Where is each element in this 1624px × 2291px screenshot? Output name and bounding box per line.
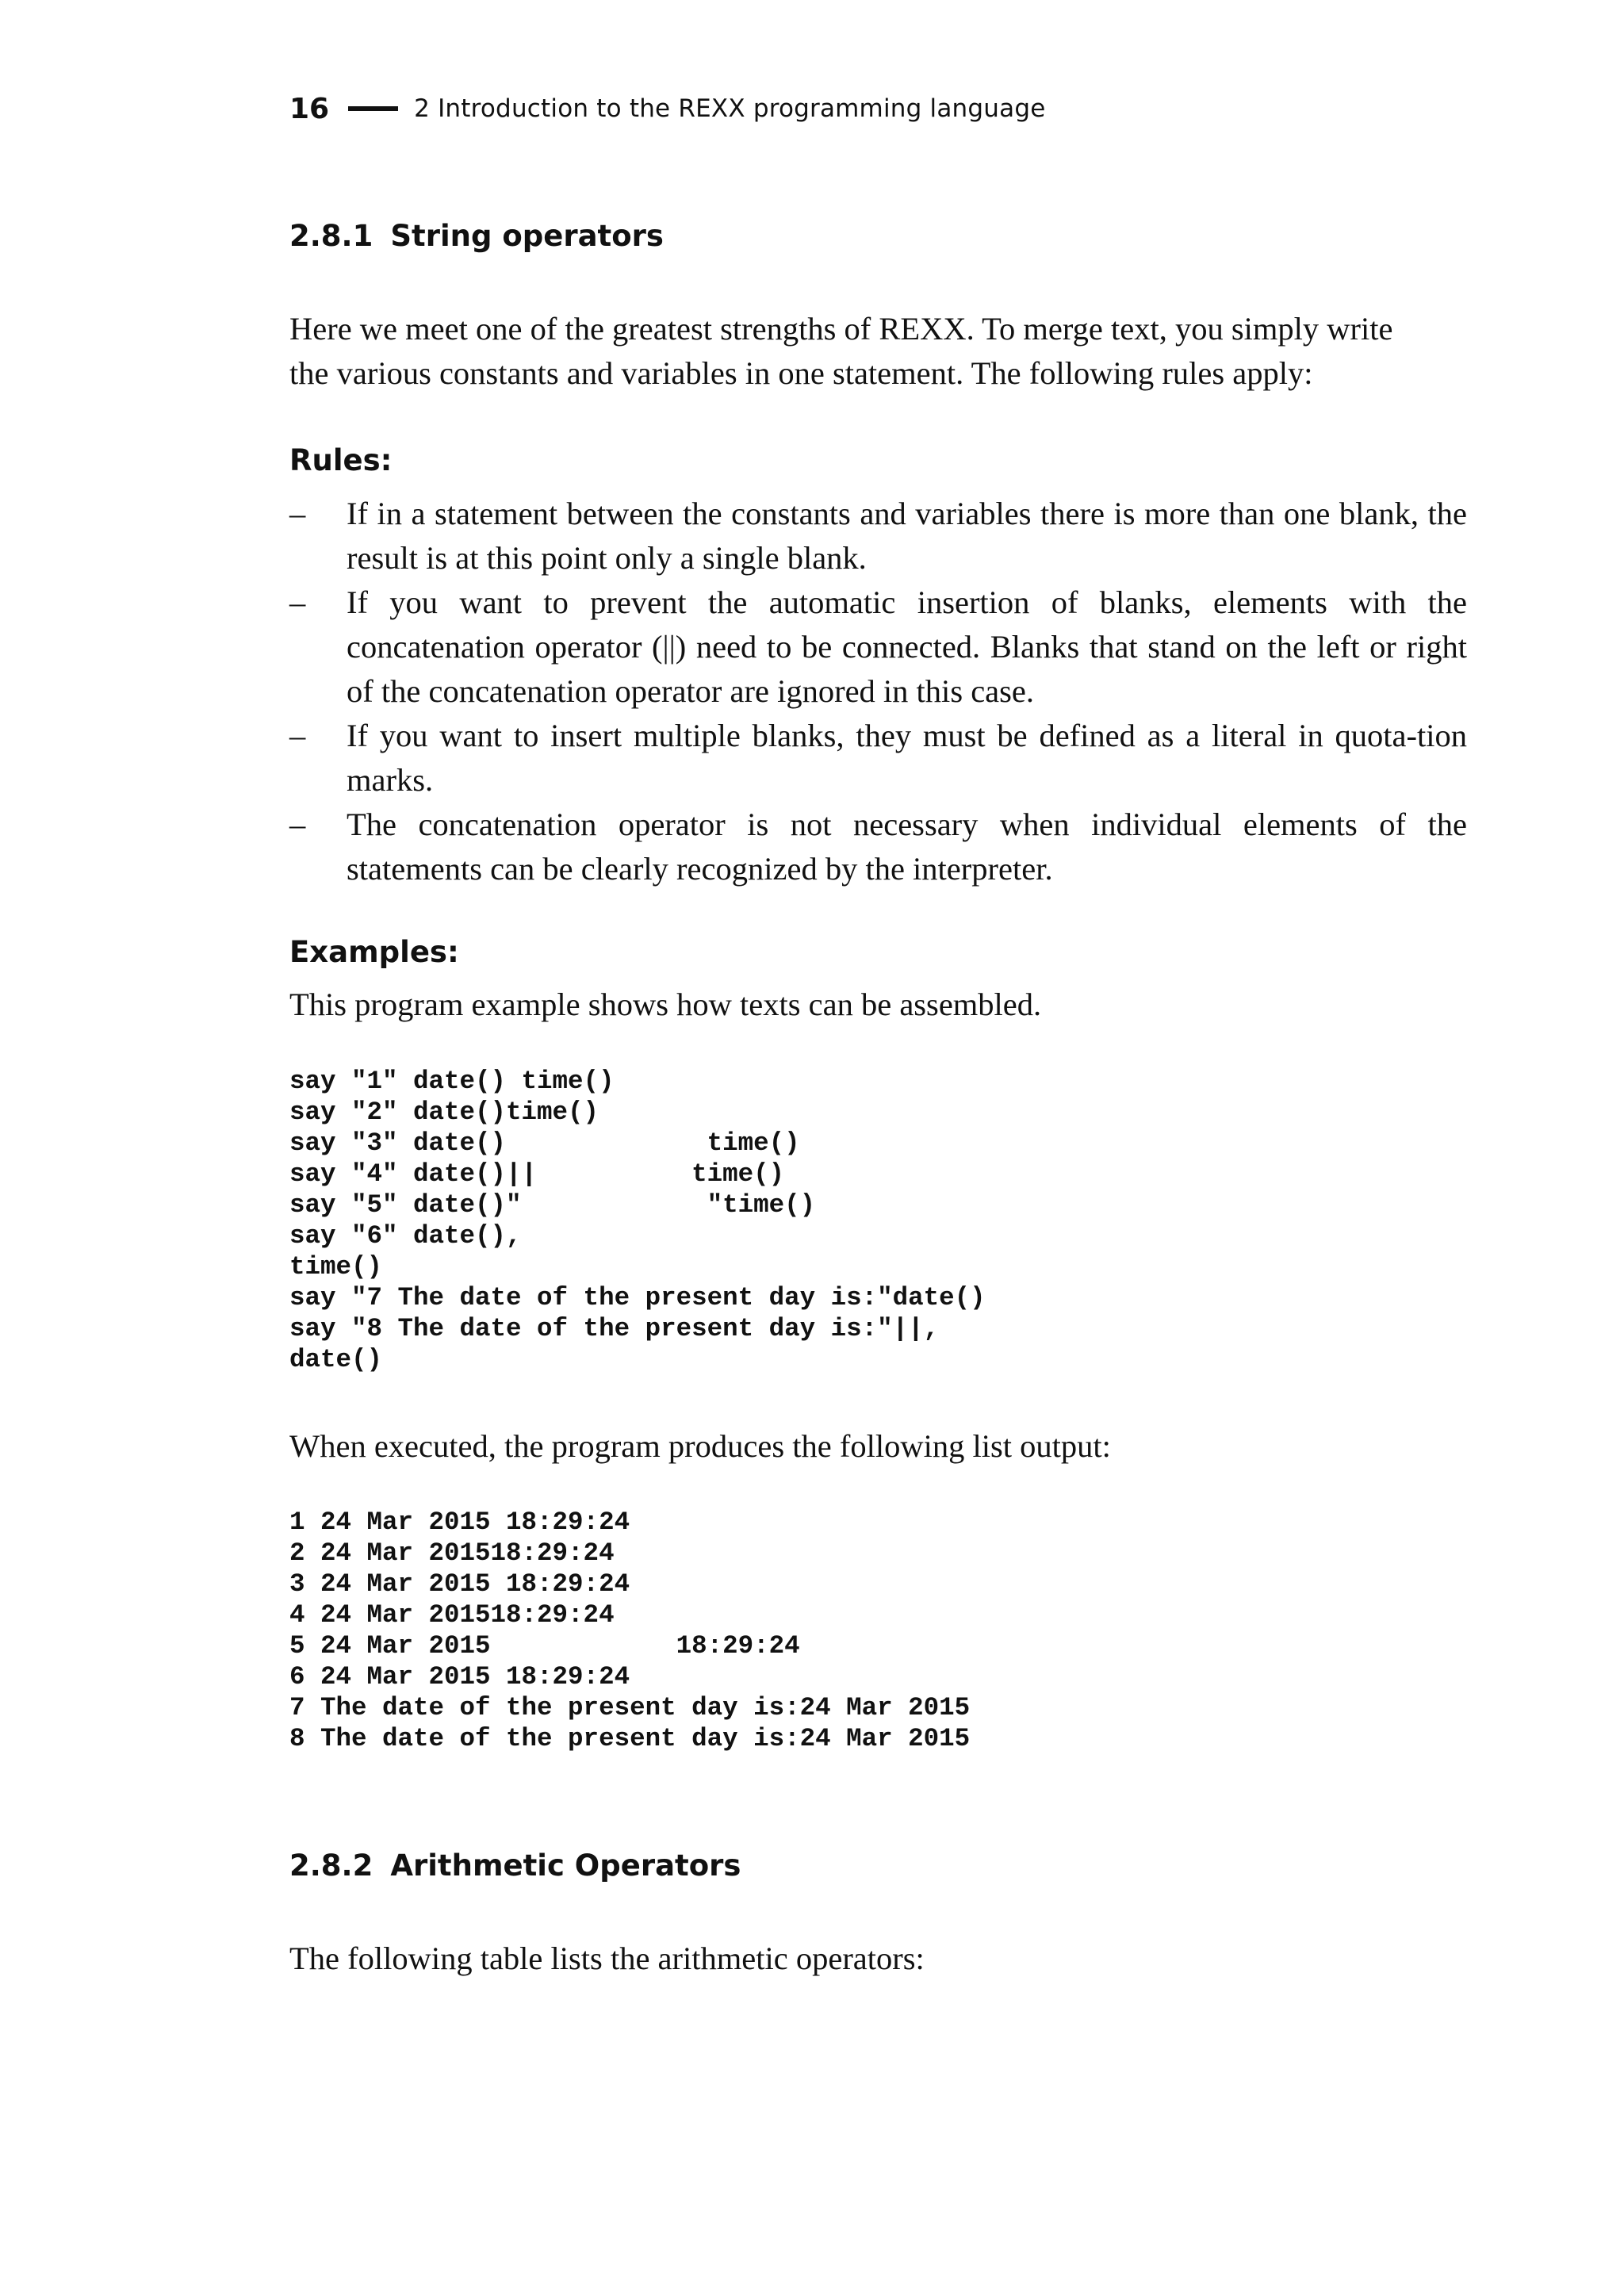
examples-heading: Examples: — [289, 935, 459, 969]
arithmetic-intro: The following table lists the arithmetic operators: — [289, 1940, 925, 1976]
output-line: 1 24 Mar 2015 18:29:24 — [289, 1508, 630, 1537]
code-line: say "4" date()|| time() — [289, 1159, 785, 1189]
output-line: 7 The date of the present day is:24 Mar 2015 — [289, 1693, 971, 1722]
list-dash: – — [289, 718, 306, 753]
section-title: String operators — [390, 219, 664, 253]
rule-text: If you want to insert multiple blanks, they must be defined as a literal in quota-tion marks. — [347, 718, 1467, 798]
rule-item — [289, 714, 1467, 803]
rule-text: The concatenation operator is not necessary when individual elements of the statements can be clearly recognized by the interpreter. — [347, 806, 1467, 887]
section-number: 2.8.2 — [289, 1849, 373, 1883]
rule-item — [289, 492, 1467, 580]
output-line: 2 24 Mar 201518:29:24 — [289, 1538, 615, 1568]
code-line: date() — [289, 1345, 383, 1374]
rule-item — [289, 580, 1467, 714]
rule-item — [289, 803, 1467, 891]
running-head — [289, 89, 1045, 128]
code-line: say "7 The date of the present day is:"date() — [289, 1283, 986, 1312]
section-title: Arithmetic Operators — [390, 1849, 741, 1883]
code-line: say "1" date() time() — [289, 1067, 615, 1096]
intro-line-2: the various constants and variables in one statement. The following rules apply: — [289, 355, 1313, 391]
list-dash: – — [289, 806, 306, 842]
code-line: say "2" date()time() — [289, 1098, 599, 1127]
list-dash: – — [289, 496, 306, 531]
chapter-title: 2 Introduction to the REXX programming language — [414, 94, 1046, 123]
code-line: say "8 The date of the present day is:"||, — [289, 1314, 940, 1343]
page-number: 16 — [289, 92, 330, 125]
code-line: say "6" date(), — [289, 1221, 522, 1251]
output-line: 4 24 Mar 201518:29:24 — [289, 1600, 615, 1630]
code-line: time() — [289, 1252, 383, 1282]
list-dash: – — [289, 584, 306, 620]
program-listing — [289, 1066, 986, 1375]
rule-text: If in a statement between the constants and variables there is more than one blank, the result is at this point only a single blank. — [347, 496, 1467, 576]
examples-intro: This program example shows how texts can be assembled. — [289, 987, 1042, 1022]
code-line: say "3" date() time() — [289, 1128, 800, 1158]
output-line: 8 The date of the present day is:24 Mar 2015 — [289, 1724, 971, 1753]
code-line: say "5" date()" "time() — [289, 1190, 816, 1220]
output-line: 5 24 Mar 2015 18:29:24 — [289, 1631, 800, 1661]
section-heading-string-operators — [289, 219, 664, 253]
rules-list — [289, 492, 1467, 891]
program-output — [289, 1507, 970, 1754]
running-head-rule — [348, 106, 398, 111]
output-line: 6 24 Mar 2015 18:29:24 — [289, 1662, 630, 1691]
section-number: 2.8.1 — [289, 219, 373, 253]
rules-heading: Rules: — [289, 443, 393, 477]
output-intro: When executed, the program produces the following list output: — [289, 1428, 1111, 1464]
output-line: 3 24 Mar 2015 18:29:24 — [289, 1569, 630, 1599]
section-heading-arithmetic-operators — [289, 1849, 741, 1883]
intro-line-1: Here we meet one of the greatest strengths of REXX. To merge text, you simply write — [289, 311, 1393, 347]
rule-text: If you want to prevent the automatic insertion of blanks, elements with the concatenation operator (||) need to be connected. Blanks that stand on the left or right of the concatenation operator are ignored in this case. — [347, 584, 1467, 709]
